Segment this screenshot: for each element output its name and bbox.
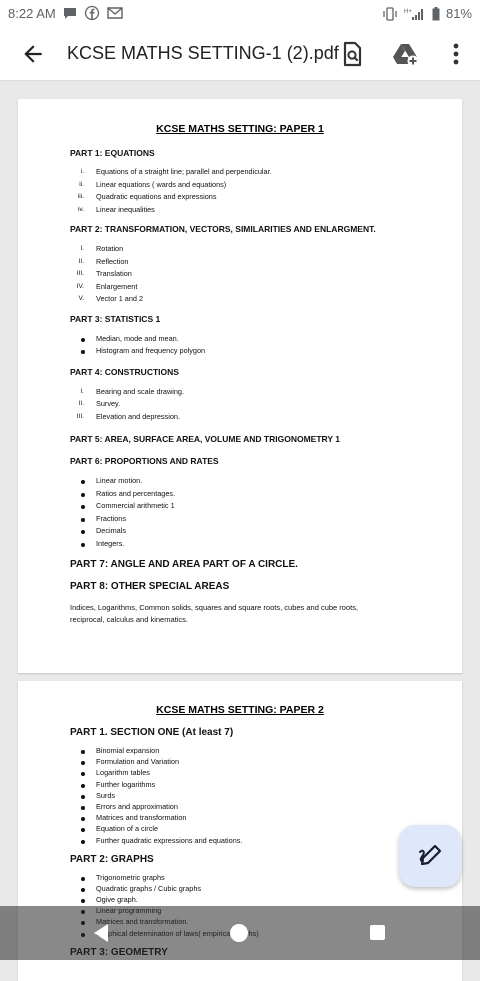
list-item-text: Histogram and frequency polygon — [96, 346, 206, 355]
list-item — [70, 538, 422, 551]
app-bar — [0, 28, 480, 81]
section-heading: PART 1. SECTION ONE (At least 7) — [70, 727, 234, 738]
list-item — [70, 500, 422, 513]
bullet-icon — [81, 817, 85, 821]
list-item — [70, 756, 422, 767]
annotate-fab[interactable] — [399, 825, 461, 887]
list-item — [70, 513, 422, 526]
list-item — [70, 790, 422, 801]
bullet-icon — [81, 338, 85, 342]
list-item — [70, 345, 422, 358]
list-marker: IV. — [76, 282, 84, 290]
list-item-text: Translation — [96, 269, 132, 278]
list-item — [70, 801, 422, 812]
bullet-icon — [81, 493, 85, 497]
list-item-text: Matrices and transformation — [96, 813, 187, 823]
list-item — [70, 745, 422, 756]
pen-icon — [416, 842, 444, 870]
list-item — [70, 166, 422, 179]
bullet-icon — [81, 530, 85, 534]
list-item-text: Decimals — [96, 526, 127, 535]
list-item-text: Commercial arithmetic 1 — [96, 501, 175, 510]
list-item-text: Integers. — [96, 538, 125, 548]
back-arrow-icon[interactable] — [20, 41, 46, 67]
list-item — [70, 823, 422, 834]
system-icons — [382, 6, 472, 21]
list-item — [70, 333, 422, 346]
list-item — [70, 525, 422, 538]
list-item — [70, 835, 422, 846]
list-item-text: Logarithm tables — [96, 768, 150, 778]
list-item — [70, 398, 422, 411]
bullet-icon — [81, 795, 85, 799]
bullet-icon — [81, 750, 85, 754]
list-item-text: Equation of a circle — [96, 824, 159, 834]
section-heading: PART 3: STATISTICS 1 — [70, 313, 161, 324]
list-item — [70, 191, 422, 204]
list-item — [70, 256, 422, 269]
section-heading: PART 2: GRAPHS — [70, 853, 154, 865]
list-marker: ii. — [79, 180, 84, 188]
list-item — [70, 243, 422, 256]
battery-percent: 81% — [445, 6, 472, 21]
list-marker: II. — [78, 400, 84, 407]
more-options-icon[interactable] — [442, 40, 470, 68]
svg-text:H+: H+ — [403, 8, 412, 15]
section-heading: PART 4: CONSTRUCTIONS — [70, 366, 179, 377]
bullet-icon — [81, 772, 85, 776]
battery-icon — [432, 7, 440, 21]
page-title: KCSE MATHS SETTING: PAPER 1 — [156, 123, 324, 135]
section-heading: PART 6: PROPORTIONS AND RATES — [70, 456, 219, 466]
list-item — [70, 281, 422, 294]
bullet-icon — [81, 899, 85, 903]
list-marker: III. — [76, 412, 84, 420]
status-bar — [0, 0, 480, 28]
proportions-list — [70, 475, 422, 550]
notification-icons — [62, 5, 124, 21]
list-item-text: Vector 1 and 2 — [96, 294, 144, 303]
bullet-icon — [81, 761, 85, 765]
search-in-document-icon[interactable] — [338, 40, 366, 68]
chat-icon — [62, 5, 78, 21]
list-item-text: Further logarithms — [96, 779, 156, 789]
signal-icon — [404, 7, 426, 21]
list-item — [70, 812, 422, 823]
list-item-text: Surds — [96, 790, 116, 800]
list-item-text: Quadratic equations and expressions — [96, 192, 217, 201]
list-item — [70, 386, 422, 399]
list-marker: III. — [76, 270, 84, 277]
nav-back-icon[interactable] — [92, 923, 110, 943]
transformation-list — [70, 243, 422, 306]
bullet-icon — [81, 877, 85, 881]
list-item-text: Further quadratic expressions and equations. — [96, 835, 243, 845]
nav-home-icon[interactable] — [230, 924, 248, 942]
list-item-text: Trigonometric graphs — [96, 872, 165, 882]
bullet-icon — [81, 480, 85, 484]
nav-recent-apps-icon[interactable] — [370, 925, 385, 940]
list-marker: I. — [80, 245, 84, 252]
page-title: KCSE MATHS SETTING: PAPER 2 — [156, 704, 324, 716]
status-time: 8:22 AM — [8, 6, 56, 21]
list-item — [70, 293, 422, 306]
list-item-text: Rotation — [96, 244, 124, 253]
list-item — [70, 883, 422, 894]
list-item-text: Quadratic graphs / Cubic graphs — [96, 883, 202, 893]
list-item-text: Linear inequalities — [96, 204, 155, 214]
list-marker: i. — [80, 168, 84, 175]
bullet-icon — [81, 888, 85, 892]
list-marker: iv. — [77, 205, 84, 213]
list-item-text: Ogive graph. — [96, 895, 138, 905]
constructions-list — [70, 386, 422, 424]
list-marker: V. — [78, 295, 84, 302]
list-item-text: Reflection — [96, 256, 129, 266]
list-item — [70, 488, 422, 501]
list-item-text: Formulation and Variation — [96, 757, 180, 767]
list-item-text: Survey. — [96, 399, 121, 408]
section-heading: PART 1: EQUATIONS — [70, 148, 155, 158]
list-item-text: Bearing and scale drawing. — [96, 386, 185, 396]
list-marker: iii. — [77, 193, 84, 200]
list-item — [70, 767, 422, 778]
list-item-text: Ratios and percentages. — [96, 488, 176, 498]
page-content — [70, 148, 422, 626]
list-marker: I. — [80, 387, 84, 395]
list-item-text: Linear equations ( wards and equations) — [96, 179, 227, 189]
list-item-text: Enlargement — [96, 281, 138, 291]
bullet-icon — [81, 828, 85, 832]
list-item-text: Median, mode and mean. — [96, 333, 179, 343]
list-marker: II. — [78, 257, 84, 265]
facebook-icon — [84, 5, 100, 21]
paragraph-line: reciprocal, calculus and kinematics. — [70, 615, 188, 624]
section-heading: PART 2: TRANSFORMATION, VECTORS, SIMILARITIES AND ENLARGMENT. — [70, 224, 376, 234]
section-one-list — [70, 745, 422, 846]
equations-list — [70, 166, 422, 216]
bullet-icon — [81, 350, 85, 354]
bullet-icon — [81, 840, 85, 844]
document-title: KCSE MATHS SETTING-1 (2).pdf — [67, 43, 339, 63]
list-item — [70, 268, 422, 281]
list-item-text: Binomial expansion — [96, 746, 160, 755]
section-heading: PART 8: OTHER SPECIAL AREAS — [70, 581, 230, 592]
list-item — [70, 179, 422, 192]
pdf-page-1 — [18, 99, 462, 673]
bullet-icon — [81, 518, 85, 522]
list-item — [70, 411, 422, 424]
list-item — [70, 779, 422, 790]
gmail-icon — [106, 6, 124, 20]
bullet-icon — [81, 784, 85, 788]
list-item-text: Fractions — [96, 513, 127, 523]
add-to-drive-icon[interactable] — [392, 40, 420, 68]
bullet-icon — [81, 806, 85, 810]
list-item — [70, 204, 422, 217]
list-item-text: Elevation and depression. — [96, 411, 180, 421]
statistics-list — [70, 333, 422, 358]
list-item-text: Equations of a straight line; parallel and perpendicular. — [96, 167, 272, 176]
vibrate-icon — [382, 7, 398, 21]
paragraph-line: Indices, Logarithms, Common solids, squares and square roots, cubes and cube roots, — [70, 603, 359, 612]
section-heading: PART 7: ANGLE AND AREA PART OF A CIRCLE. — [70, 559, 298, 570]
list-item-text: Errors and approximation — [96, 801, 178, 811]
list-item — [70, 872, 422, 883]
bullet-icon — [81, 543, 85, 547]
list-item-text: Linear motion. — [96, 476, 143, 485]
bullet-icon — [81, 505, 85, 509]
list-item — [70, 475, 422, 488]
section-heading: PART 5: AREA, SURFACE AREA, VOLUME AND TRIGONOMETRY 1 — [70, 434, 340, 444]
list-item — [70, 894, 422, 905]
